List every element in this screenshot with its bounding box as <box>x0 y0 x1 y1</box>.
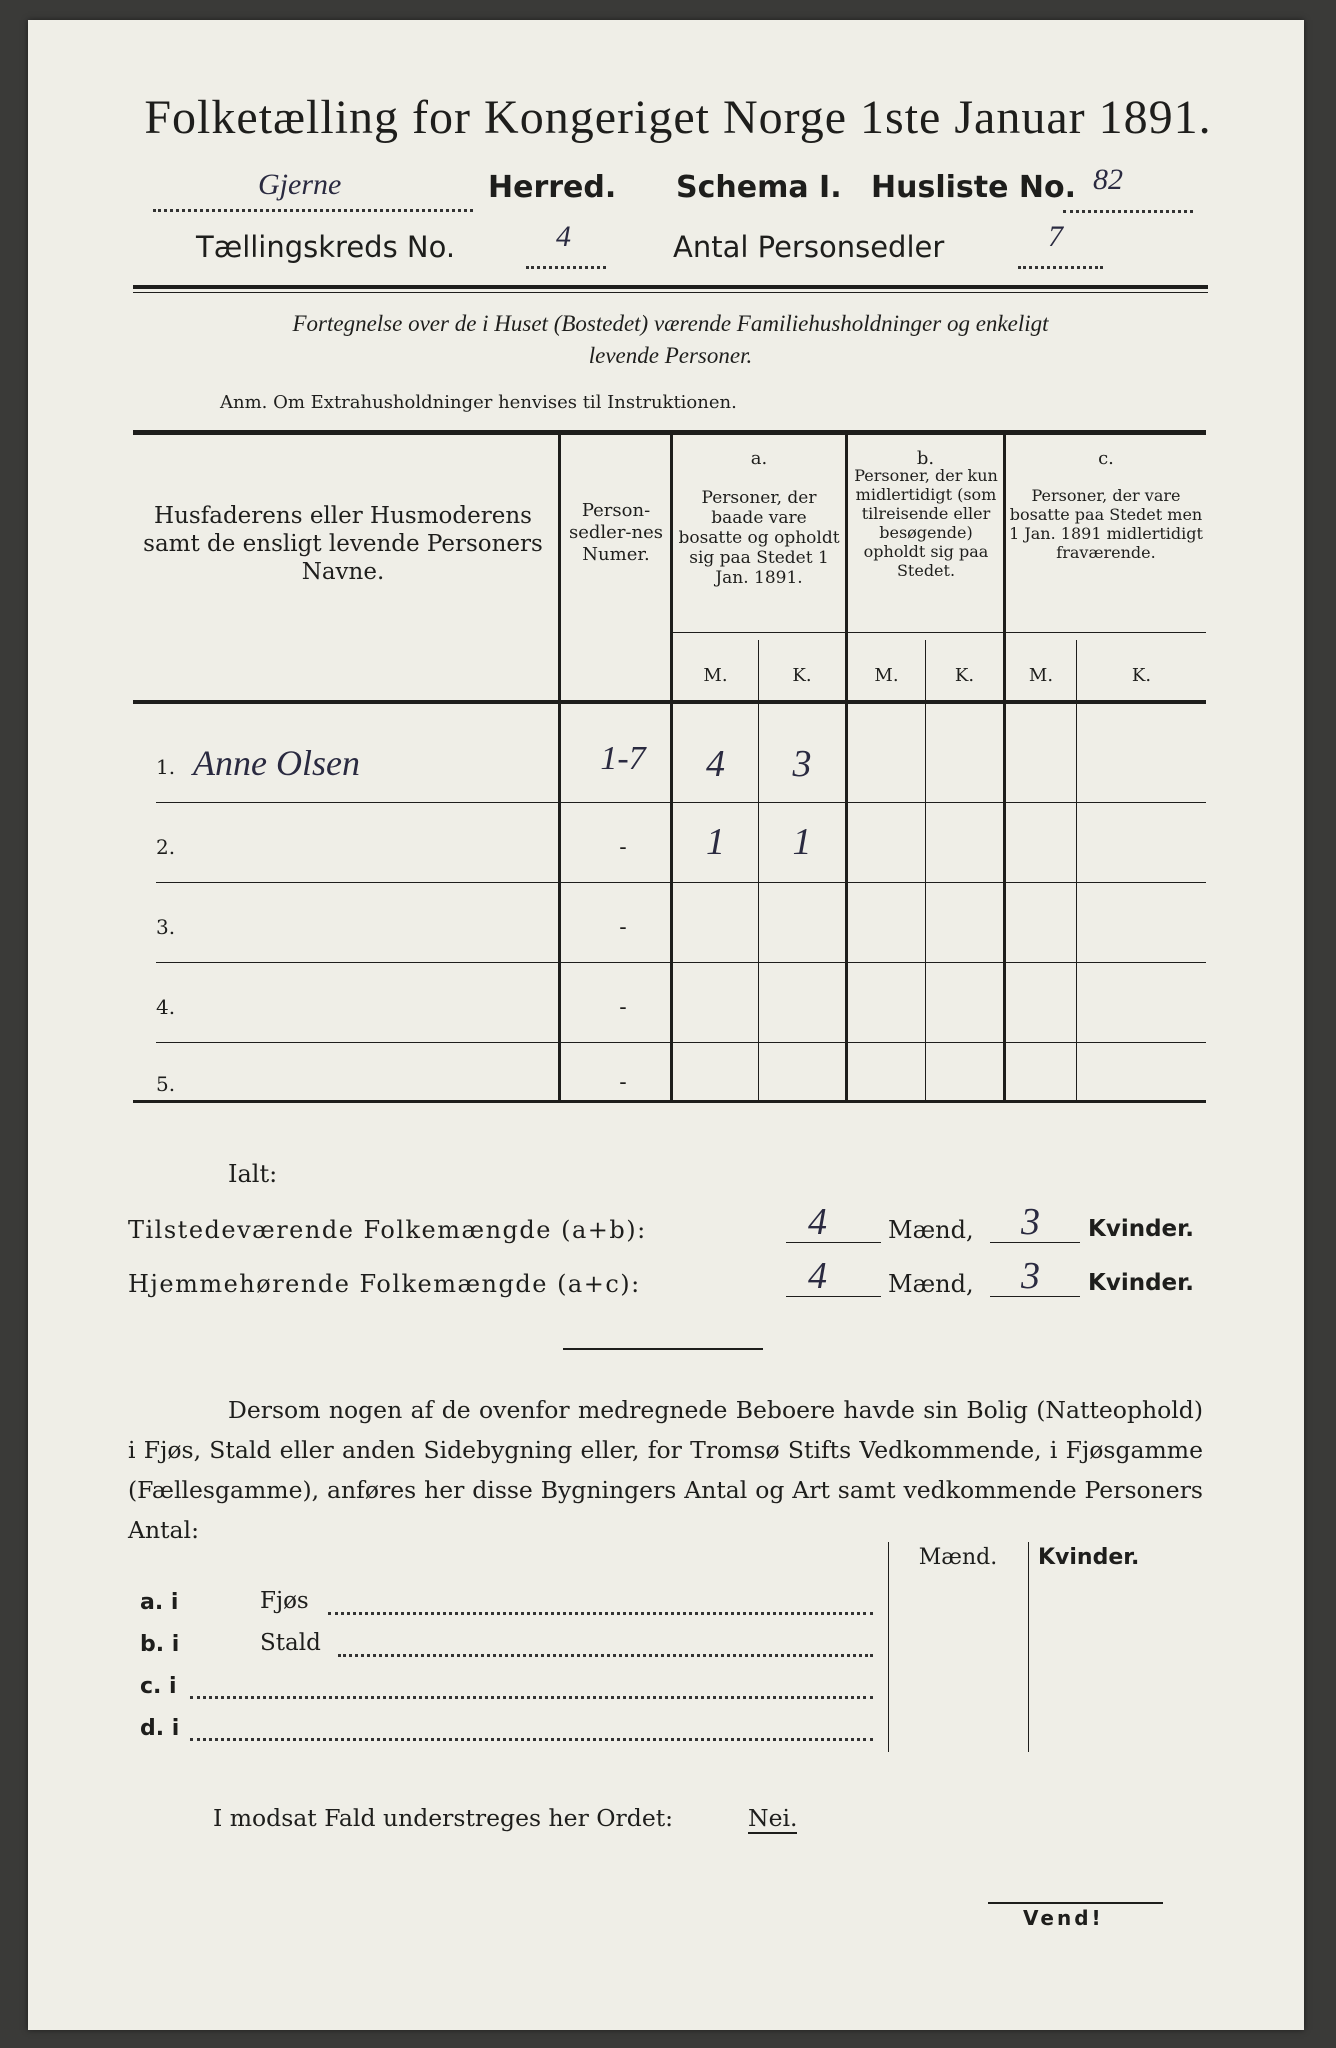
row-personsedler: - <box>619 995 627 1020</box>
vend-text: Vend! <box>1023 1906 1104 1930</box>
col-a-header: Personer, der baade vare bosatte og opholdt sig paa Stedet 1 Jan. 1891. <box>678 488 840 588</box>
tilstede-kvinder: Kvinder. <box>1088 1216 1194 1242</box>
note-divider-2 <box>1028 1542 1029 1752</box>
husliste-label: Husliste No. <box>871 170 1076 205</box>
note-c: c. i <box>140 1674 177 1699</box>
note-a: a. i <box>140 1590 179 1615</box>
tilstede-label: Tilstedeværende Folkemængde (a+b): <box>128 1216 647 1244</box>
kreds-no: 4 <box>556 220 571 253</box>
note-a-field <box>328 1598 873 1615</box>
col-a-m: M. <box>703 665 728 686</box>
intro-text <box>133 308 1208 372</box>
col-num-header: Person-sedler-nes Numer. <box>569 500 663 565</box>
col-c-m: M. <box>1028 665 1054 686</box>
hjemme-maend: Mænd, <box>888 1270 974 1298</box>
row-rule <box>156 1042 1206 1043</box>
note-kvinder-header: Kvinder. <box>1038 1545 1140 1570</box>
intro-line-2: levende Personer. <box>588 343 753 368</box>
col-divider-3 <box>845 435 848 1100</box>
row-personsedler: - <box>619 915 627 940</box>
mk-rule <box>673 632 1206 633</box>
census-form <box>28 20 1304 2030</box>
intro-line-1: Fortegnelse over de i Huset (Bostedet) værende Familiehusholdninger og enkeligt <box>292 311 1049 336</box>
kreds-label: Tællingskreds No. <box>196 230 456 264</box>
tilstede-k: 3 <box>1021 1201 1040 1243</box>
col-name-header: Husfaderens eller Husmoderens samt de ensligt levende Personers Navne. <box>143 503 543 585</box>
husliste-no: 82 <box>1093 163 1123 196</box>
row-personsedler: 1-7 <box>600 740 646 777</box>
herred-label: Herred. <box>488 170 617 205</box>
note-paragraph: Dersom nogen af de ovenfor medregnede Beboere havde sin Bolig (Natteophold) i Fjøs, Stald eller anden Sidebygning eller, for Tromsø Stifts Vedkommende, i Fjøsgamme (Fællesgamme), anføres her disse Bygningers Antal og Art samt vedkommende Personers Antal: <box>128 1396 1203 1544</box>
ialt-label: Ialt: <box>228 1160 278 1188</box>
row-number: 5. <box>156 1072 176 1096</box>
herred-value: Gjerne <box>258 168 342 201</box>
col-c-k: K. <box>1131 665 1152 686</box>
note-a-label: Fjøs <box>260 1588 309 1614</box>
row-rule <box>156 802 1206 803</box>
hjemme-m-rule <box>786 1296 881 1297</box>
rule-top <box>133 285 1208 289</box>
personsedler-label: Antal Personsedler <box>673 230 945 264</box>
note-b-field <box>338 1640 873 1657</box>
tilstede-m-rule <box>786 1242 881 1243</box>
form-title: Folketælling for Kongeriget Norge 1ste Januar 1891. <box>144 91 1212 144</box>
hjemme-kvinder: Kvinder. <box>1088 1270 1194 1296</box>
col-b-k: K. <box>954 665 975 686</box>
row-name: Anne Olsen <box>193 743 360 783</box>
hjemme-label: Hjemmehørende Folkemængde (a+c): <box>128 1270 641 1298</box>
row-rule <box>156 962 1206 963</box>
note-b: b. i <box>140 1632 180 1657</box>
note-divider-1 <box>888 1542 889 1752</box>
col-c-letter: c. <box>1098 448 1114 469</box>
hjemme-m: 4 <box>808 1255 827 1297</box>
tilstede-m: 4 <box>808 1201 827 1243</box>
row-a-k: 1 <box>792 821 812 863</box>
row-a-m: 4 <box>706 743 725 785</box>
row-personsedler: - <box>619 1070 627 1095</box>
note-d-field <box>190 1724 873 1741</box>
row-number: 2. <box>156 835 176 859</box>
schema-label: Schema I. <box>676 170 842 205</box>
nei-word: Nei. <box>748 1804 798 1832</box>
col-divider-4 <box>1003 435 1006 1100</box>
col-b-m: M. <box>874 665 899 686</box>
tilstede-maend: Mænd, <box>888 1216 974 1244</box>
row-rule <box>156 882 1206 883</box>
col-a-mk-divider <box>758 640 759 1100</box>
table-bottom-rule <box>133 1100 1206 1103</box>
separator <box>563 1348 763 1350</box>
note-c-field <box>190 1682 873 1699</box>
col-a-k: K. <box>792 665 812 686</box>
col-a-letter: a. <box>750 448 768 469</box>
col-b-letter: b. <box>916 448 935 469</box>
col-c-header: Personer, der vare bosatte paa Stedet men 1 Jan. 1891 midlertidigt fraværende. <box>1009 486 1203 562</box>
row-personsedler: - <box>619 835 627 860</box>
note-maend-header: Mænd. <box>918 1545 998 1570</box>
row-number: 1. <box>156 755 176 779</box>
note-b-label: Stald <box>260 1630 321 1656</box>
col-c-mk-divider <box>1076 640 1077 1100</box>
personsedler-no: 7 <box>1048 220 1063 253</box>
rule-top-thin <box>133 292 1208 293</box>
husliste-field <box>1063 188 1193 213</box>
row-number: 3. <box>156 915 176 939</box>
row-a-k: 3 <box>792 743 812 785</box>
modsat-text: I modsat Fald understreges her Ordet: <box>213 1804 674 1832</box>
col-divider-1 <box>558 435 561 1100</box>
vend-rule <box>988 1902 1163 1904</box>
anm-note: Anm. Om Extrahusholdninger henvises til Instruktionen. <box>220 392 737 413</box>
note-d: d. i <box>140 1716 180 1741</box>
row-a-m: 1 <box>706 821 725 863</box>
col-b-mk-divider <box>925 640 926 1100</box>
hjemme-k: 3 <box>1021 1255 1040 1297</box>
row-number: 4. <box>156 995 176 1019</box>
col-b-header: Personer, der kun midlertidigt (som tilreisende eller besøgende) opholdt sig paa Stedet. <box>854 466 998 580</box>
